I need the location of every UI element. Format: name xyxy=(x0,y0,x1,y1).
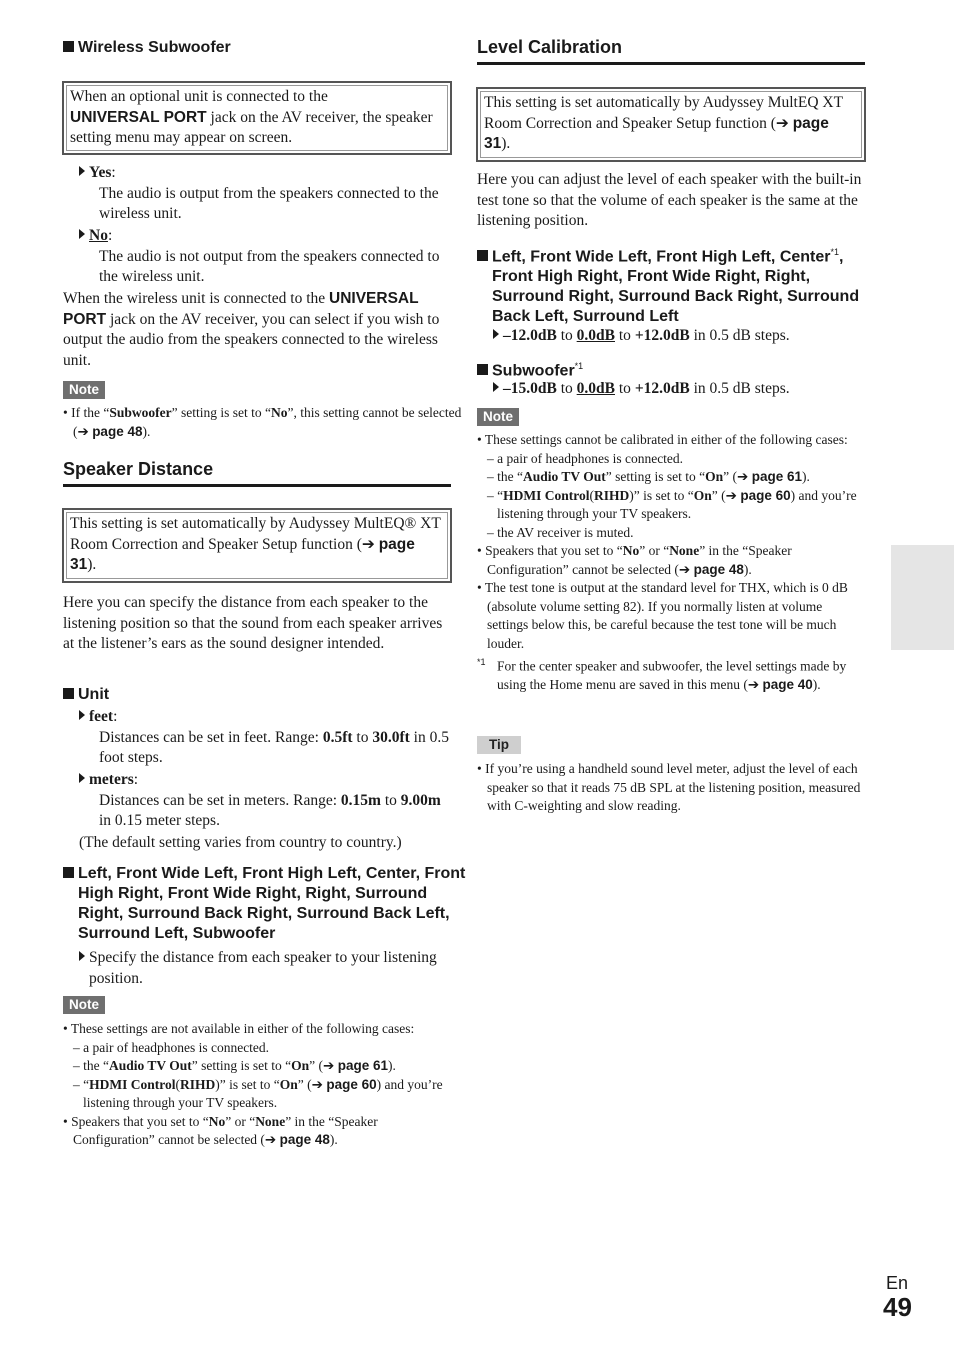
triangle-bullet-icon xyxy=(79,773,85,783)
note-list: • These settings are not available in either of the following cases: – a pair of headphones is connected. – the “Audio TV Out” setting is set to “On” (➔ page 61). – “HDMI Control(RIHD)” is set to “On” (➔ page 60) and you’re listening through your TV speakers. • Speakers that you set to “No” or “None” in the “Speaker Configuration” cannot be selected (➔ page 48). xyxy=(63,1021,443,1147)
level-paragraph: Here you can adjust the level of each speaker with the built-in test tone so that the volume of each speaker is the same at the listening position. xyxy=(477,171,862,229)
level-speakers-range: –12.0dB to 0.0dB to +12.0dB in 0.5 dB steps. xyxy=(493,326,865,347)
page-link[interactable]: page 60 xyxy=(740,487,791,503)
page-link[interactable]: page 61 xyxy=(751,469,803,484)
square-bullet-icon xyxy=(63,688,74,699)
subwoofer-range: –15.0dB to 0.0dB to +12.0dB in 0.5 dB steps. xyxy=(493,379,865,400)
page-link[interactable]: page 61 xyxy=(337,1058,389,1073)
wireless-info-box: When an optional unit is connected to the UNIVERSAL PORT jack on the AV receiver, the speaker setting menu may appear on screen. xyxy=(62,81,452,155)
wireless-paragraph: When the wireless unit is connected to the UNIVERSAL PORT jack on the AV receiver, you can select if you wish to output the audio from the speakers connected to the wireless unit. xyxy=(63,290,440,369)
wireless-subwoofer-heading: Wireless Subwoofer xyxy=(63,38,231,58)
square-bullet-icon xyxy=(63,41,74,52)
page-number: 49 xyxy=(883,1292,912,1322)
triangle-bullet-icon xyxy=(79,229,85,239)
page-link[interactable]: page 48 xyxy=(92,423,143,439)
square-bullet-icon xyxy=(477,364,488,375)
page-link[interactable]: page 31 xyxy=(70,535,415,573)
option-meters: meters: Distances can be set in meters. Range: 0.15m to 9.00m in 0.15 meter steps. xyxy=(79,770,451,832)
page-link[interactable]: page 40 xyxy=(762,677,813,692)
triangle-bullet-icon xyxy=(493,329,499,339)
tip-label: Tip xyxy=(477,736,521,754)
default-note: (The default setting varies from country to country.) xyxy=(79,834,402,851)
option-no: No: The audio is not output from the speakers connected to the wireless unit. xyxy=(79,226,451,288)
triangle-bullet-icon xyxy=(79,710,85,720)
page-link[interactable]: page 31 xyxy=(484,114,829,152)
heading-rule xyxy=(63,484,451,487)
option-yes: Yes: The audio is output from the speakers connected to the wireless unit. xyxy=(79,163,451,225)
triangle-bullet-icon xyxy=(79,166,85,176)
square-bullet-icon xyxy=(477,250,488,261)
level-calibration-heading: Level Calibration xyxy=(477,37,623,57)
unit-heading: Unit xyxy=(63,685,109,705)
triangle-bullet-icon xyxy=(79,951,85,961)
level-speakers-heading: Left, Front Wide Left, Front High Left, Center$^{*1}$, Front High Right, Front Wide Right, Right, Surround Right, Surround Back Right, Surround Back Left, Surround Left xyxy=(477,242,884,327)
language-label: En xyxy=(886,1273,909,1293)
speakers-heading: Left, Front Wide Left, Front High Left, Center, Front High Right, Front Wide Right, Right, Surround Right, Surround Back Right, Surround Back Left, Surround Left, Subwoofer xyxy=(63,864,470,944)
page-link[interactable]: page 60 xyxy=(326,1076,377,1092)
square-bullet-icon xyxy=(63,867,74,878)
note-label: Note xyxy=(63,381,105,399)
note-item: • If the “Subwoofer” setting is set to “No”, this setting cannot be selected (➔ page 48). xyxy=(63,405,462,439)
subwoofer-heading: Subwoofer$^{*1}$ xyxy=(477,356,583,381)
distance-paragraph: Here you can specify the distance from each speaker to the listening position so that the sound from each speaker arrives at the listener’s ears as the sound designer intended. xyxy=(63,594,443,652)
page-link[interactable]: page 48 xyxy=(693,561,744,577)
distance-info-box: This setting is set automatically by Audyssey MultEQ® XT Room Correction and Speaker Setup function (➔ page 31). xyxy=(62,508,452,583)
speakers-option: Specify the distance from each speaker to your listening position. xyxy=(79,948,461,989)
section-tab xyxy=(891,545,954,650)
page-link[interactable]: page 48 xyxy=(279,1132,330,1147)
note-label: Note xyxy=(477,408,519,426)
note-list: • These settings cannot be calibrated in either of the following cases: – a pair of headphones is connected. – the “Audio TV Out” setting is set to “On” (➔ page 61). – “HDMI Control(RIHD)” is set to “On” (➔ page 60) and you’re listening through your TV speakers. – the AV receiver is muted. • Speakers that you set to “No” or “None” in the “Speaker Configuration” cannot be selected (➔ page 48). • The test tone is output at the standard level for THX, which is 0 dB (absolute volume setting 82). If you normally listen at volume settings below this, be careful because the test tone will be much louder. $^{*1}$ For the center speaker and subwoofer, the level settings made by using the Home menu are saved in this menu (➔ page 40). xyxy=(477,432,857,692)
speaker-distance-heading: Speaker Distance xyxy=(63,459,214,479)
option-feet: feet: Distances can be set in feet. Range: 0.5ft to 30.0ft in 0.5 foot steps. xyxy=(79,707,451,769)
heading-rule xyxy=(477,62,865,65)
tip-item: • If you’re using a handheld sound level meter, adjust the level of each speaker so that it reads 75 dB SPL at the listening position, measured with C-weighting and slow reading. xyxy=(477,761,861,813)
level-info-box: This setting is set automatically by Audyssey MultEQ XT Room Correction and Speaker Setup function (➔ page 31). xyxy=(476,87,866,162)
note-label: Note xyxy=(63,996,105,1014)
triangle-bullet-icon xyxy=(493,382,499,392)
